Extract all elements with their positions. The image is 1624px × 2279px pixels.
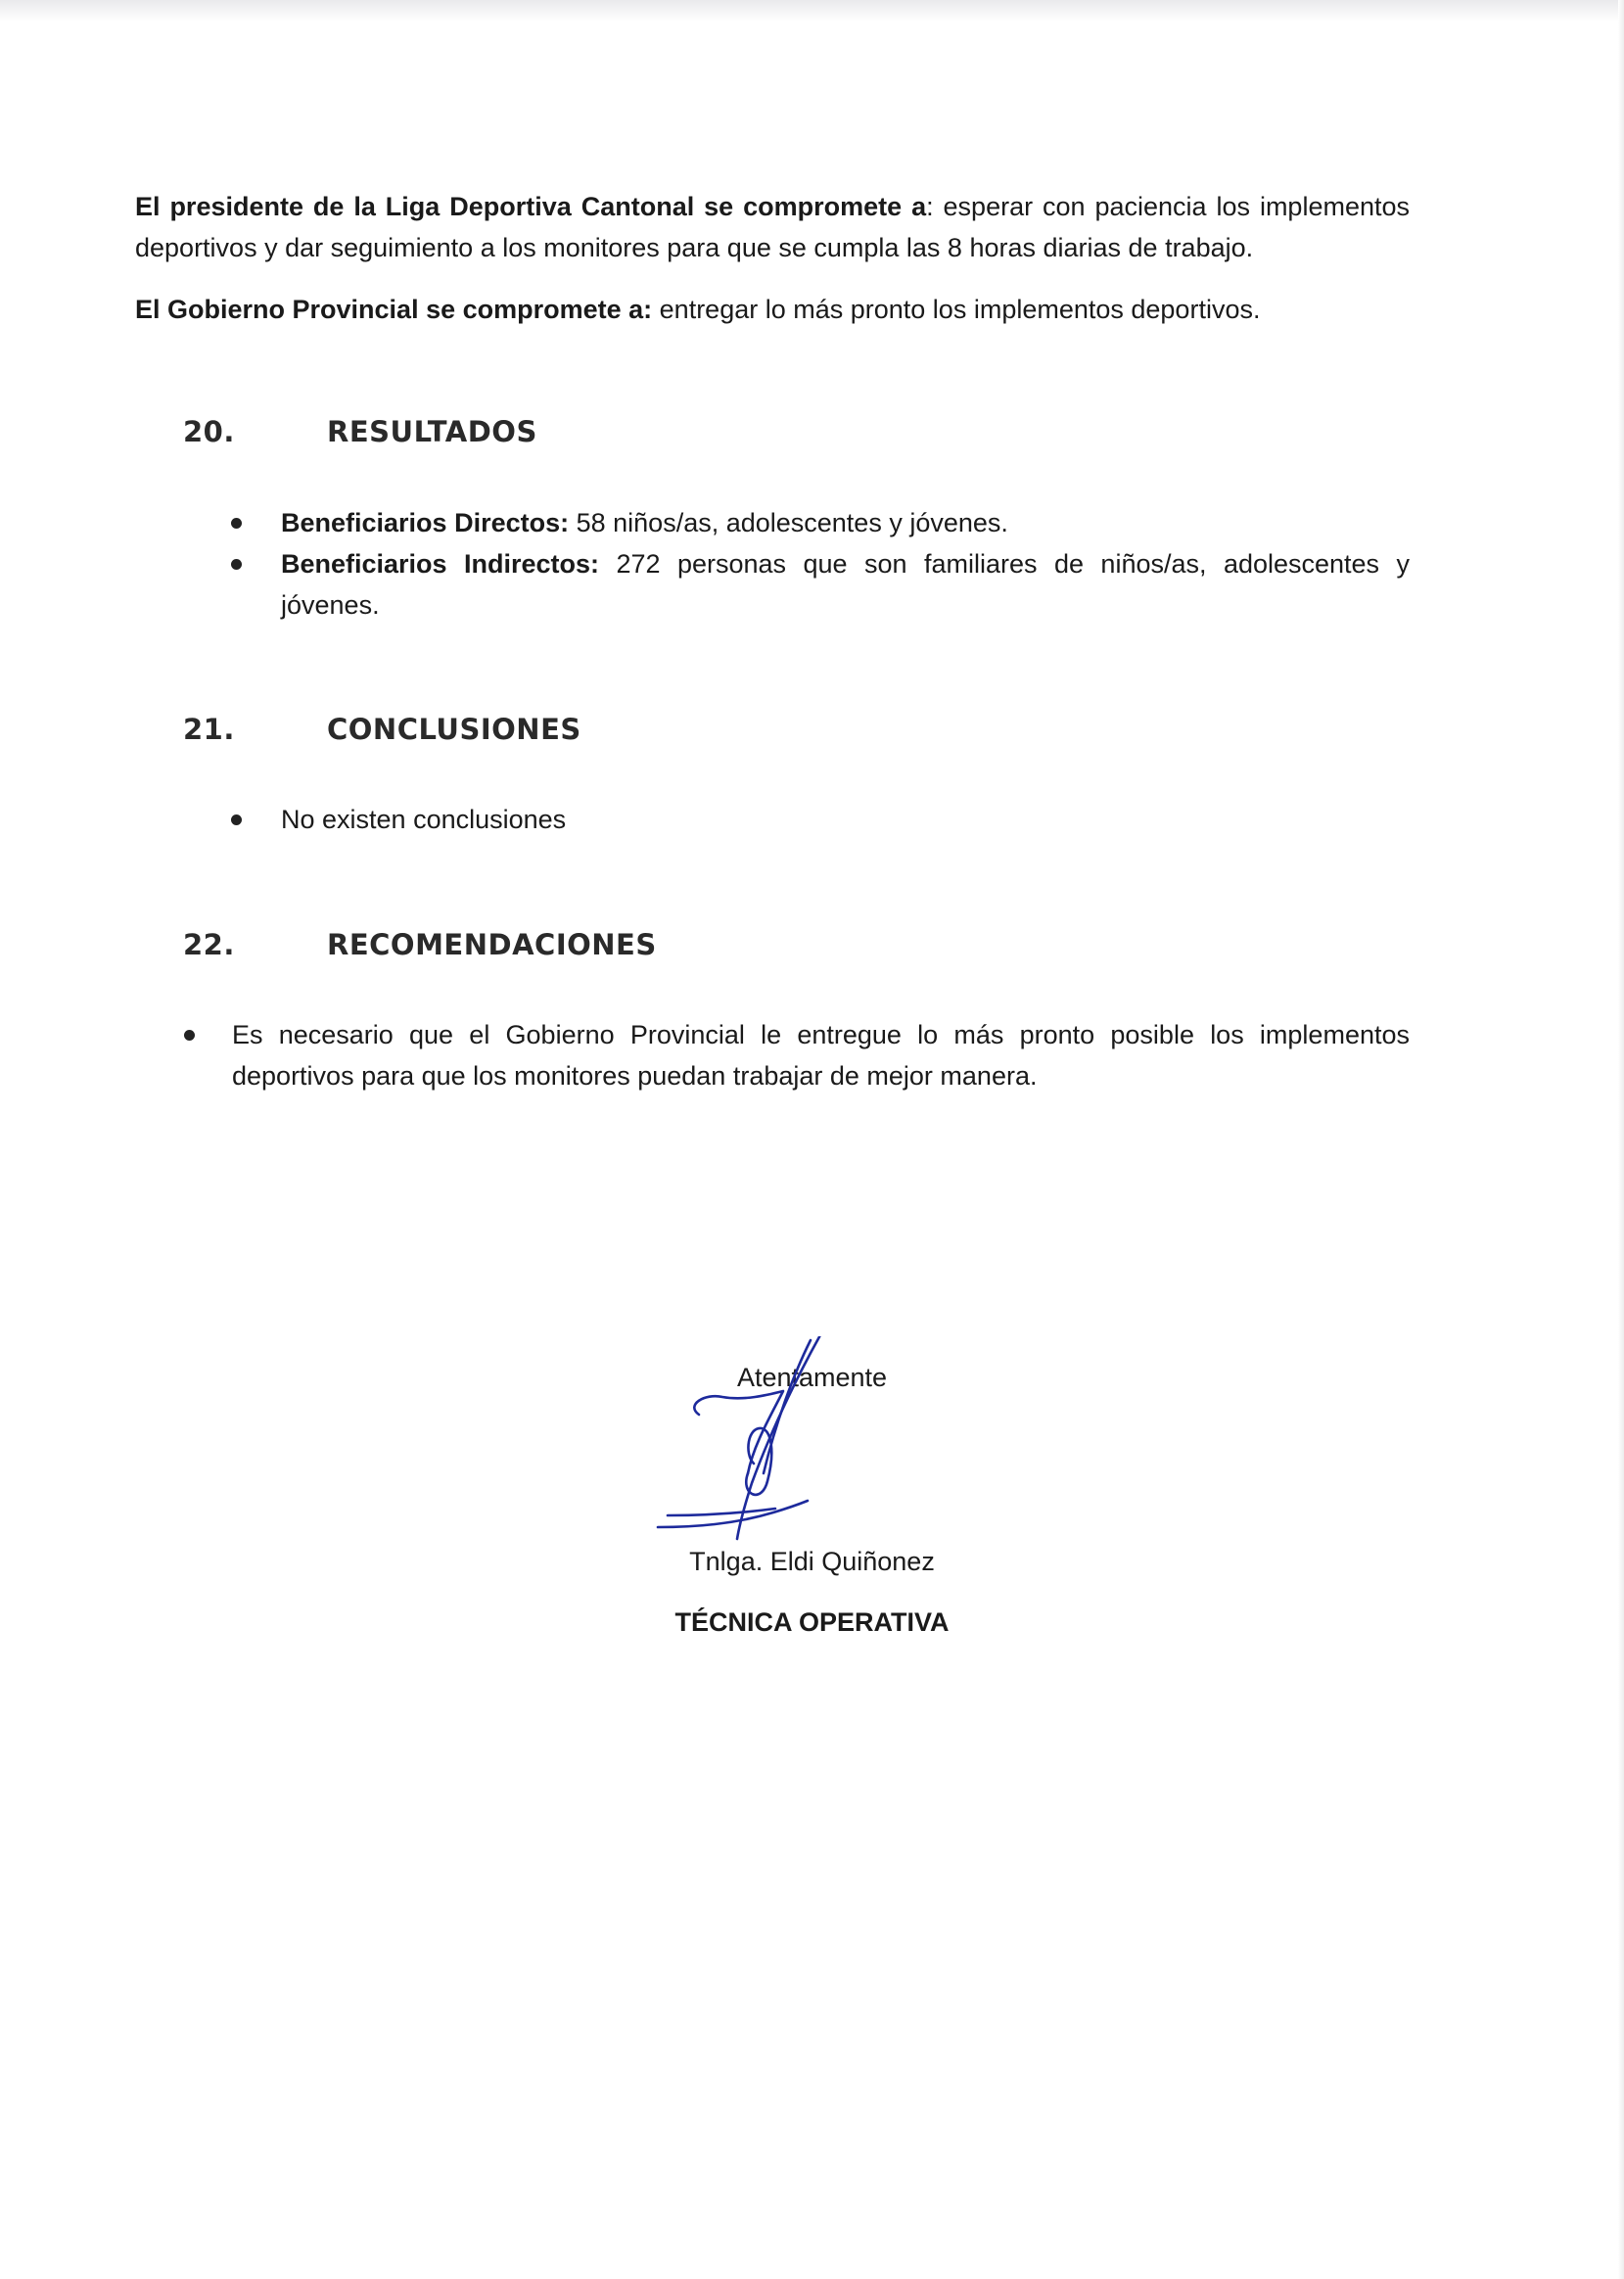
commitment-gobierno-text: entregar lo más pronto los implementos deportivos. [652, 295, 1261, 324]
handwritten-signature [646, 1336, 822, 1547]
conclusion-text: No existen conclusiones [281, 805, 567, 834]
signer-role: TÉCNICA OPERATIVA [674, 1607, 950, 1637]
commitment-gobierno-lead: El Gobierno Provincial se compromete a: [135, 295, 653, 324]
commitment-liga-paragraph [135, 186, 1410, 268]
bullet-icon [231, 518, 242, 529]
recomendacion-text: Es necesario que el Gobierno Provincial le entregue lo más pronto posible los implementos deportivos para que los monitores puedan trabajar de mejor manera. [232, 1020, 1410, 1091]
commitment-gobierno-paragraph [135, 289, 1410, 330]
recomendaciones-list [232, 1014, 1410, 1096]
commitment-liga-lead: El presidente de la Liga Deportiva Cantonal se compromete a [135, 192, 927, 221]
commitment-liga-text: : esperar con paciencia los implementos deportivos y dar seguimiento a los monitores para que se cumpla las 8 horas diarias de trabajo. [135, 192, 1411, 262]
resultados-list [281, 502, 1410, 626]
conclusiones-list [281, 799, 1410, 840]
beneficiarios-indirectos-text: 272 personas que son familiares de niños/as, adolescentes y jóvenes. [281, 549, 1411, 620]
beneficiarios-directos-lead: Beneficiarios Directos: [281, 508, 570, 537]
section-heading-resultados [183, 415, 537, 448]
signer-name: Tnlga. Eldi Quiñonez [689, 1547, 935, 1576]
beneficiarios-directos-text: 58 niños/as, adolescentes y jóvenes. [569, 508, 1008, 537]
bullet-icon [231, 559, 242, 570]
bullet-icon [184, 1030, 195, 1041]
closing-salutation: Atentamente [736, 1363, 888, 1392]
section-title: CONCLUSIONES [327, 713, 581, 746]
scan-right-shadow [1618, 0, 1624, 2279]
scan-top-shadow [0, 0, 1624, 22]
beneficiarios-indirectos-lead: Beneficiarios Indirectos: [281, 549, 600, 579]
section-title: RECOMENDACIONES [327, 928, 657, 961]
section-number: 20. [183, 415, 235, 448]
section-heading-recomendaciones [183, 928, 657, 961]
list-item [281, 543, 1410, 626]
list-item [232, 1014, 1410, 1096]
section-number: 22. [183, 928, 235, 961]
section-heading-conclusiones [183, 713, 581, 746]
section-number: 21. [183, 713, 235, 746]
section-title: RESULTADOS [327, 415, 537, 448]
bullet-icon [231, 814, 242, 825]
list-item [281, 799, 1410, 840]
list-item [281, 502, 1410, 543]
